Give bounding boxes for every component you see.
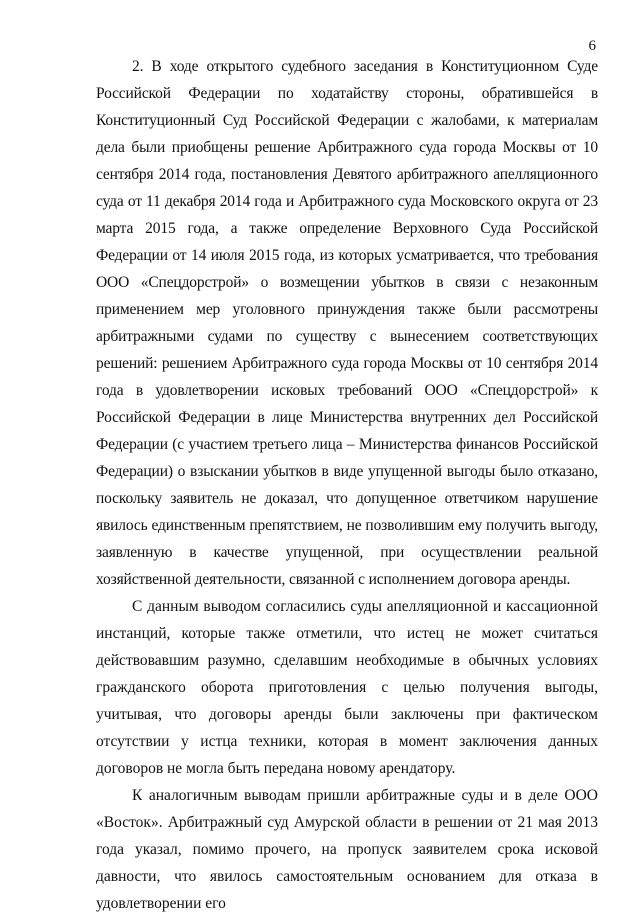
page-number: 6 (588, 38, 596, 54)
body-text (96, 53, 598, 917)
paragraph-2: С данным выводом согласились суды апелляционной и кассационной инстанций, которые также отметили, что истец не может считаться действовавшим разумно, сделавшим необходимые в обычных условиях гражданского оборота приготовления с целью получения выгоды, учитывая, что договоры аренды были заключены при фактическом отсутствии у истца техники, которая в момент заключения данных договоров не могла быть передана новому арендатору. (96, 598, 598, 777)
paragraph-3: К аналогичным выводам пришли арбитражные суды и в деле ООО «Восток». Арбитражный суд Амурской области в решении от 21 мая 2013 года указал, помимо прочего, на пропуск заявителем срока исковой давности, что явилось самостоятельным основанием для отказа в удовлетворении его (96, 787, 598, 912)
paragraph-1: 2. В ходе открытого судебного заседания в Конституционном Суде Российской Федерации по ходатайству стороны, обратившейся в Конституционный Суд Российской Федерации с жалобами, к материалам дела были приобщены решение Арбитражного суда города Москвы от 10 сентября 2014 года, постановления Девятого арбитражного апелляционного суда от 11 декабря 2014 года и Арбитражного суда Московского округа от 23 марта 2015 года, а также определение Верховного Суда Российской Федерации от 14 июля 2015 года, из которых усматривается, что требования ООО «Спецдорстрой» о возмещении убытков в связи с незаконным применением мер уголовного принуждения также были рассмотрены арбитражными судами по существу с вынесением соответствующих решений: решением Арбитражного суда города Москвы от 10 сентября 2014 года в удовлетворении исковых требований ООО «Спецдорстрой» к Российской Федерации в лице Министерства внутренних дел Российской Федерации (с участием третьего лица – Министерства финансов Российской Федерации) о взыскании убытков в виде упущенной выгоды было отказано, поскольку заявитель не доказал, что допущенное ответчиком нарушение явилось единственным препятствием, не позволившим ему получить выгоду, заявленную в качестве упущенной, при осуществлении реальной хозяйственной деятельности, связанной с исполнением договора аренды. (96, 58, 598, 588)
